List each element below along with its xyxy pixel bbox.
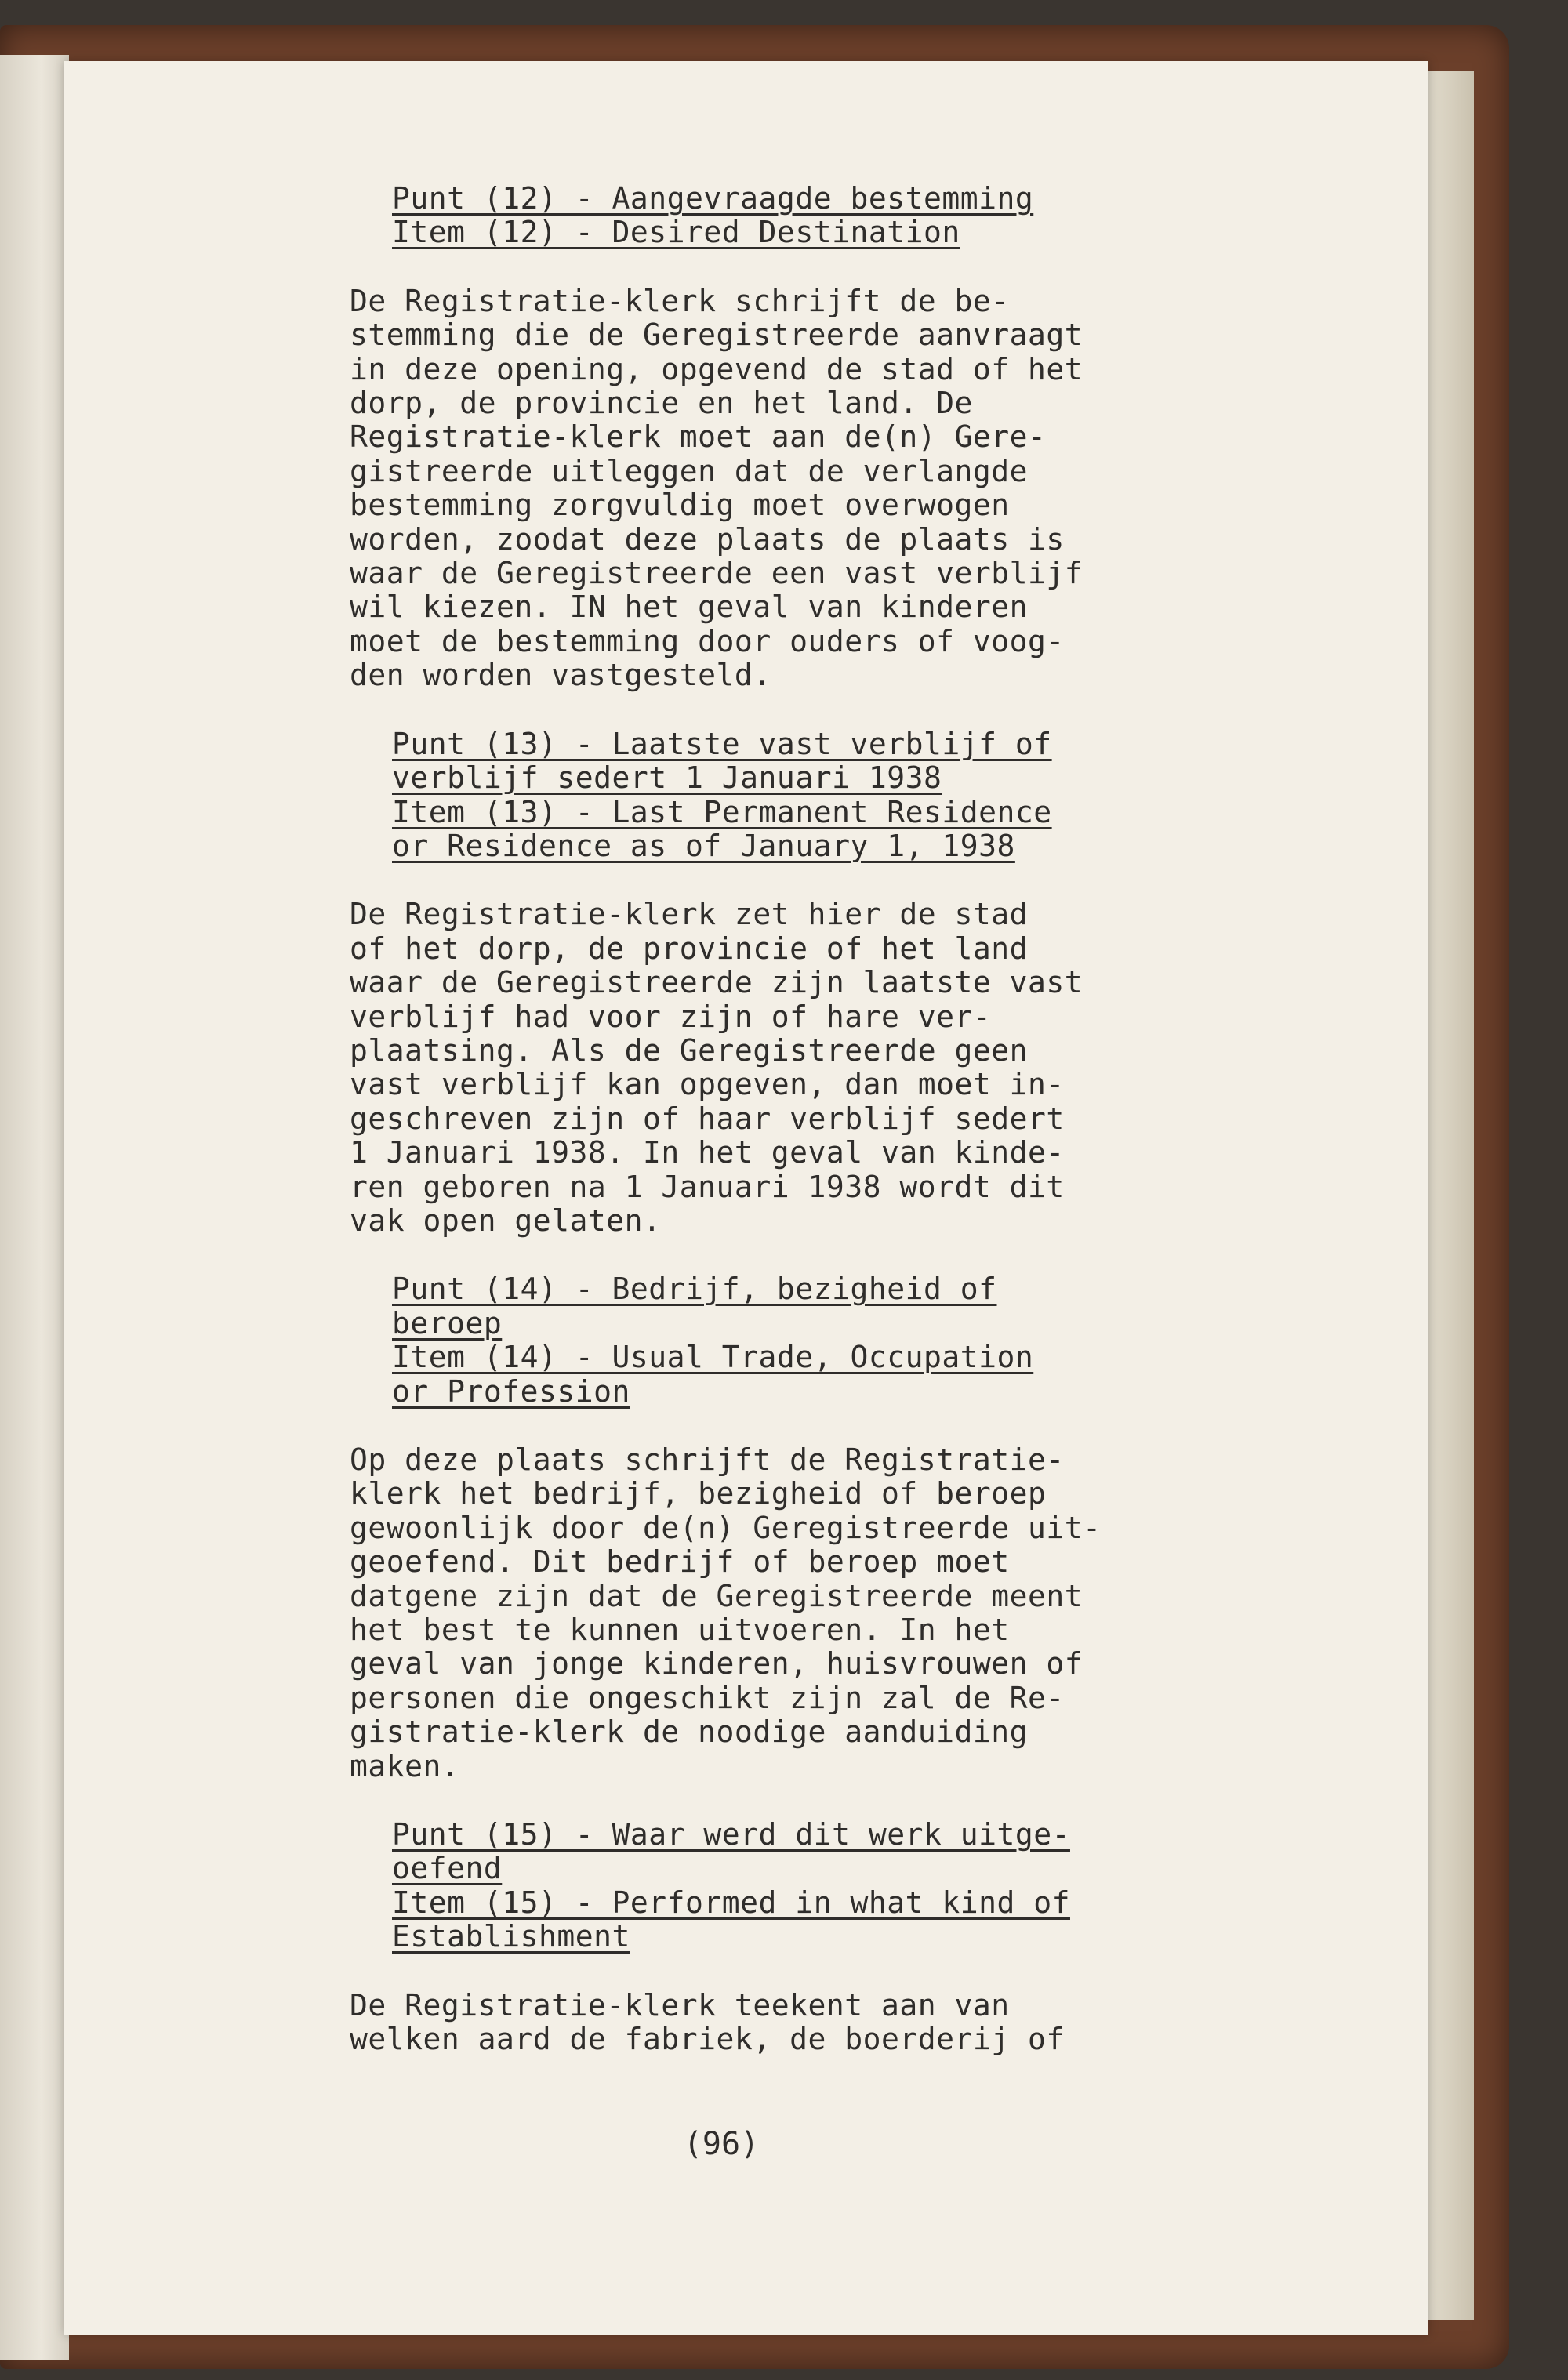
body-line: den worden vastgesteld.	[350, 658, 771, 693]
section-15-body	[350, 1989, 1251, 2057]
body-line: welken aard de fabriek, de boerderij of	[350, 2022, 1065, 2057]
section-12-heading	[392, 182, 1251, 250]
heading-line: oefend	[392, 1851, 503, 1886]
heading-line: Item (15) - Performed in what kind of	[392, 1885, 1070, 1920]
body-line: of het dorp, de provincie of het land	[350, 931, 1028, 966]
heading-line: beroep	[392, 1305, 503, 1341]
heading-line: Punt (12) - Aangevraagde bestemming	[392, 181, 1034, 216]
heading-line: verblijf sedert 1 Januari 1938	[392, 760, 942, 796]
heading-line: Item (12) - Desired Destination	[392, 215, 960, 250]
section-13-heading	[392, 727, 1251, 864]
heading-line: Item (14) - Usual Trade, Occupation	[392, 1340, 1034, 1375]
body-line: in deze opening, opgevend de stad of het	[350, 351, 1083, 386]
heading-line: or Profession	[392, 1373, 630, 1409]
body-line: waar de Geregistreerde zijn laatste vast	[350, 965, 1083, 1000]
body-line: geval van jonge kinderen, huisvrouwen of	[350, 1646, 1083, 1682]
body-line: De Registratie-klerk teekent aan van	[350, 1987, 1010, 2023]
body-line: geoefend. Dit bedrijf of beroep moet	[350, 1544, 1010, 1580]
body-line: waar de Geregistreerde een vast verblijf	[350, 556, 1083, 591]
body-line: gistreerde uitleggen dat de verlangde	[350, 453, 1028, 488]
section-13-body	[350, 898, 1251, 1238]
body-line: maken.	[350, 1748, 460, 1783]
body-line: vak open gelaten.	[350, 1203, 662, 1238]
heading-line: Punt (14) - Bedrijf, bezigheid of	[392, 1272, 997, 1307]
body-line: vast verblijf kan opgeven, dan moet in-	[350, 1067, 1065, 1102]
body-line: personen die ongeschikt zijn zal de Re-	[350, 1680, 1065, 1715]
body-line: verblijf had voor zijn of hare ver-	[350, 999, 992, 1034]
body-line: het best te kunnen uitvoeren. In het	[350, 1613, 1010, 1648]
body-line: gistratie-klerk de noodige aanduiding	[350, 1714, 1028, 1750]
body-line: gewoonlijk door de(n) Geregistreerde uit-	[350, 1510, 1102, 1545]
body-line: ren geboren na 1 Januari 1938 wordt dit	[350, 1169, 1065, 1204]
body-line: Registratie-klerk moet aan de(n) Gere-	[350, 419, 1047, 455]
left-page-edge	[0, 55, 69, 2360]
section-15-heading	[392, 1818, 1251, 1954]
section-14-body	[350, 1443, 1251, 1783]
body-line: dorp, de provincie en het land. De	[350, 386, 973, 421]
page-content	[350, 182, 1251, 2057]
heading-line: or Residence as of January 1, 1938	[392, 828, 1015, 863]
heading-line: Item (13) - Last Permanent Residence	[392, 794, 1052, 829]
section-14-heading	[392, 1272, 1251, 1409]
body-line: De Registratie-klerk schrijft de be-	[350, 283, 1010, 318]
body-line: wil kiezen. IN het geval van kinderen	[350, 590, 1028, 625]
body-line: Op deze plaats schrijft de Registratie-	[350, 1442, 1065, 1477]
body-line: stemming die de Geregistreerde aanvraagt	[350, 317, 1083, 353]
body-line: 1 Januari 1938. In het geval van kinde-	[350, 1135, 1065, 1170]
page-number: (96)	[683, 2126, 760, 2162]
body-line: datgene zijn dat de Geregistreerde meent	[350, 1578, 1083, 1613]
body-line: worden, zoodat deze plaats de plaats is	[350, 521, 1065, 557]
section-12-body	[350, 285, 1251, 693]
heading-line: Punt (15) - Waar werd dit werk uitge-	[392, 1817, 1070, 1852]
body-line: De Registratie-klerk zet hier de stad	[350, 897, 1028, 932]
body-line: plaatsing. Als de Geregistreerde geen	[350, 1032, 1028, 1068]
body-line: geschreven zijn of haar verblijf sedert	[350, 1101, 1065, 1136]
body-line: moet de bestemming door ouders of voog-	[350, 623, 1065, 658]
heading-line: Punt (13) - Laatste vast verblijf of	[392, 726, 1052, 761]
heading-line: Establishment	[392, 1919, 630, 1954]
body-line: bestemming zorgvuldig moet overwogen	[350, 488, 1010, 523]
body-line: klerk het bedrijf, bezigheid of beroep	[350, 1476, 1047, 1511]
